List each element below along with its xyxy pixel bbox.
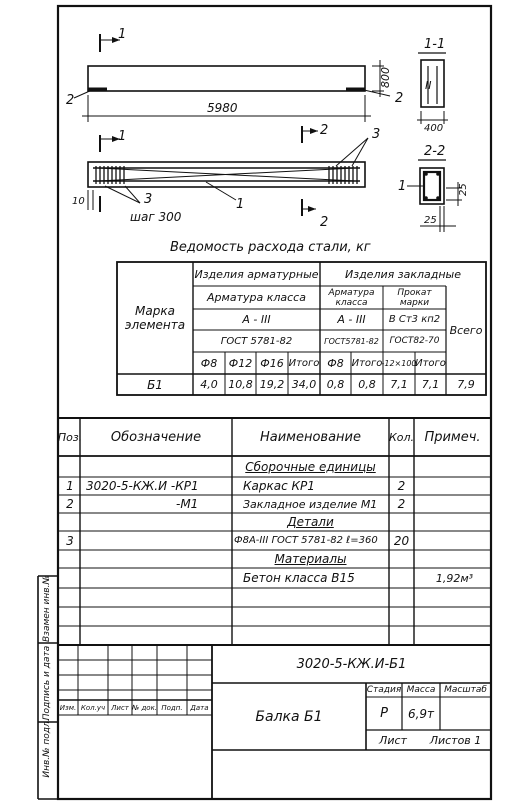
dim-25-horizontal: 25 (424, 215, 437, 226)
col-izm: Изм. (59, 703, 77, 712)
step-label: шаг 300 (130, 210, 182, 224)
section-1-1-title: 1-1 (424, 37, 446, 52)
item-name: Балка Б1 (255, 708, 323, 725)
group-embed-header: Изделия закладные (345, 267, 461, 281)
dim-height: 800 (379, 67, 392, 88)
row-f8-embed: 0,8 (326, 378, 345, 391)
row-2-designation: -М1 (176, 497, 199, 511)
spec-header-name: Наименование (259, 429, 362, 445)
row-2-qty: 2 (397, 497, 406, 511)
row-itogo-3: 7,1 (421, 378, 440, 391)
sheet-label: Лист (379, 733, 407, 747)
row-3-qty: 20 (393, 533, 410, 548)
row-3-name: Ф8А-III ГОСТ 5781-82 ℓ=360 (234, 535, 378, 546)
cut-2-label-top: 2 (320, 123, 329, 138)
row-f8: 4,0 (200, 378, 218, 391)
callout-2-right: 2 (395, 91, 404, 106)
scale-header: Масштаб (444, 685, 487, 695)
section-materials: Материалы (274, 552, 347, 566)
sub-f12: Ф12 (228, 356, 253, 370)
section-details: Детали (287, 515, 334, 529)
row-mark: Б1 (147, 377, 163, 392)
steel-table-title: Ведомость расхода стали, кг (170, 240, 371, 255)
col-list: Лист (111, 703, 129, 712)
row-total: 7,9 (457, 378, 475, 391)
cut-1-label-plan: 1 (118, 129, 127, 144)
reinf-class-header: Арматура класса (207, 291, 306, 304)
callout-2-left: 2 (66, 93, 75, 108)
embed-class-value: A - III (337, 313, 366, 326)
row-f16: 19,2 (259, 378, 285, 391)
callout-3-right: 3 (372, 127, 381, 142)
section-assembly-units: Сборочные единицы (245, 459, 376, 474)
row-1-name: Каркас КР1 (243, 479, 315, 493)
row-4-name: Бетон класса В15 (243, 571, 355, 585)
sub-plate: -12×100 (381, 358, 417, 368)
sub-itogo-1: Итого (288, 357, 320, 369)
row-1-designation: 3020-5-КЖ.И -КР1 (86, 479, 199, 493)
rolled-grade-value: В Ст3 кп2 (388, 314, 441, 325)
spec-header-pos: Поз. (57, 430, 83, 444)
row-itogo-1: 34,0 (291, 378, 317, 391)
embed-class-header: Арматура класса (328, 287, 375, 308)
col-podp: Подп. (161, 703, 183, 712)
reinf-class-value: A - III (242, 313, 271, 326)
callout-1-plan: 1 (236, 197, 245, 212)
section-2-2-title: 2-2 (424, 144, 446, 159)
rolled-header: Прокат марки (397, 287, 432, 308)
row-plate: 7,1 (390, 378, 408, 391)
sub-f16: Ф16 (260, 356, 284, 370)
doc-code: 3020-5-КЖ.И-Б1 (296, 656, 407, 672)
sub-itogo-2: Итого (351, 357, 383, 369)
total-header: Всего (449, 323, 483, 337)
dim-25-vertical: 25 (458, 183, 469, 196)
spec-header-designation: Обозначение (110, 429, 202, 445)
col-ndok: № док. (131, 703, 158, 712)
col-element-header: Марка элемента (124, 304, 186, 332)
stage-value: Р (380, 706, 388, 721)
row-2-pos: 2 (66, 497, 74, 511)
col-koluch: Кол.уч (80, 703, 106, 712)
dim-10: 10 (72, 196, 85, 207)
col-data: Дата (190, 703, 209, 712)
steel-table (117, 262, 486, 395)
callout-1-section: 1 (398, 179, 407, 194)
mass-value: 6,9т (407, 706, 435, 721)
callout-3-left: 3 (144, 192, 153, 207)
group-reinf-header: Изделия арматурные (194, 267, 319, 281)
spec-header-qty: Кол. (388, 430, 415, 444)
sub-itogo-3: Итого (415, 357, 446, 369)
sub-f8-embed: Ф8 (327, 356, 344, 370)
beam-plan (88, 126, 368, 216)
row-f12: 10,8 (228, 378, 253, 391)
dim-length: 5980 (207, 101, 238, 115)
sub-f8: Ф8 (200, 356, 218, 370)
row-itogo-2: 0,8 (358, 378, 376, 391)
row-1-pos: 1 (66, 479, 74, 493)
row-4-note: 1,92м³ (435, 571, 474, 585)
reinf-gost: ГОСТ 5781-82 (220, 335, 293, 347)
dim-400: 400 (424, 123, 444, 134)
rolled-gost: ГОСТ82-70 (389, 336, 440, 346)
sheets-label: Листов 1 (429, 733, 482, 747)
section-1-1 (417, 53, 448, 124)
mass-header: Масса (406, 685, 436, 695)
spec-header-note: Примеч. (424, 429, 481, 445)
stage-header: Стадия (366, 685, 402, 695)
section-1-1-bars: II (425, 79, 432, 92)
cut-1-label-top: 1 (118, 27, 127, 42)
row-1-qty: 2 (397, 479, 406, 493)
row-2-name: Закладное изделие М1 (243, 497, 378, 511)
embed-gost: ГОСТ5781-82 (324, 336, 379, 346)
row-3-pos: 3 (66, 533, 74, 548)
cut-2-label-bottom: 2 (320, 215, 329, 230)
